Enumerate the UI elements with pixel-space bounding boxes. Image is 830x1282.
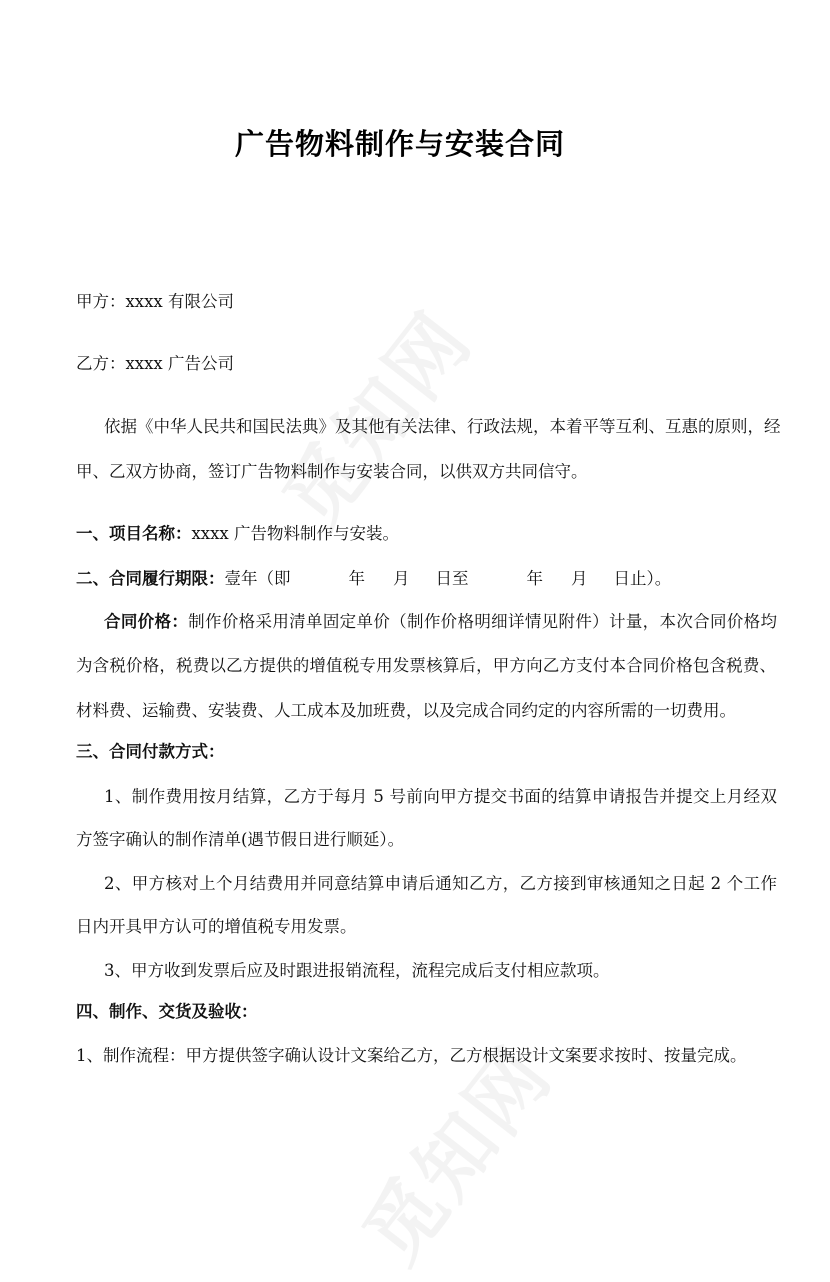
section-1 xyxy=(76,523,776,545)
section-4-heading: 四、制作、交货及验收： xyxy=(76,1002,258,1021)
payment-item-2-line-1: 2、甲方核对上个月结费用并同意结算申请后通知乙方，乙方接到审核通知之日起 2 个工作 xyxy=(104,874,777,893)
payment-item-1-line-1: 1、制作费用按月结算，乙方于每月 5 号前向甲方提交书面的结算申请报告并提交上月经双 xyxy=(104,787,777,806)
section-2-heading: 二、合同履行期限： xyxy=(76,569,225,588)
production-item-1: 1、制作流程：甲方提供签字确认设计文案给乙方，乙方根据设计文案要求按时、按量完成。 xyxy=(76,1046,747,1065)
payment-item-3: 3、甲方收到发票后应及时跟进报销流程，流程完成后支付相应款项。 xyxy=(104,961,610,980)
party-b: 乙方：xxxx 广告公司 xyxy=(76,354,234,373)
party-a: 甲方：xxxx 有限公司 xyxy=(76,292,234,311)
payment-item-2-line-2: 日内开具甲方认可的增值税专用发票。 xyxy=(76,917,357,936)
section-3-heading: 三、合同付款方式： xyxy=(76,742,225,761)
term-month-2: 月 xyxy=(571,569,588,588)
price-line-3: 材料费、运输费、安装费、人工成本及加班费，以及完成合同约定的内容所需的一切费用。 xyxy=(76,701,736,720)
term-year-2: 年 xyxy=(526,569,543,588)
price-line-2: 为含税价格，税费以乙方提供的增值税专用发票核算后，甲方向乙方支付本合同价格包含税费、 xyxy=(76,656,776,675)
document-title: 广告物料制作与安装合同 xyxy=(234,127,565,161)
price-line-1 xyxy=(104,611,777,633)
preamble-line-2: 甲、乙双方协商，签订广告物料制作与安装合同，以供双方共同信守。 xyxy=(76,462,588,481)
section-1-heading: 一、项目名称： xyxy=(76,524,192,543)
price-heading: 合同价格： xyxy=(104,612,189,631)
term-day-to: 日至 xyxy=(435,569,469,588)
preamble-line-1: 依据《中华人民共和国民法典》及其他有关法律、行政法规，本着平等互利、互惠的原则，经 xyxy=(104,417,781,436)
term-day-end: 日止）。 xyxy=(613,569,672,588)
term-prefix: 壹年（即 xyxy=(224,569,291,588)
price-line-1-text: 制作价格采用清单固定单价（制作价格明细详情见附件）计量，本次合同价格均 xyxy=(188,612,778,631)
payment-item-1-line-2: 方签字确认的制作清单(遇节假日进行顺延）。 xyxy=(76,830,405,849)
section-1-text: xxxx 广告物料制作与安装。 xyxy=(191,524,399,543)
section-2 xyxy=(76,568,776,590)
term-year-1: 年 xyxy=(348,569,365,588)
term-month-1: 月 xyxy=(393,569,410,588)
